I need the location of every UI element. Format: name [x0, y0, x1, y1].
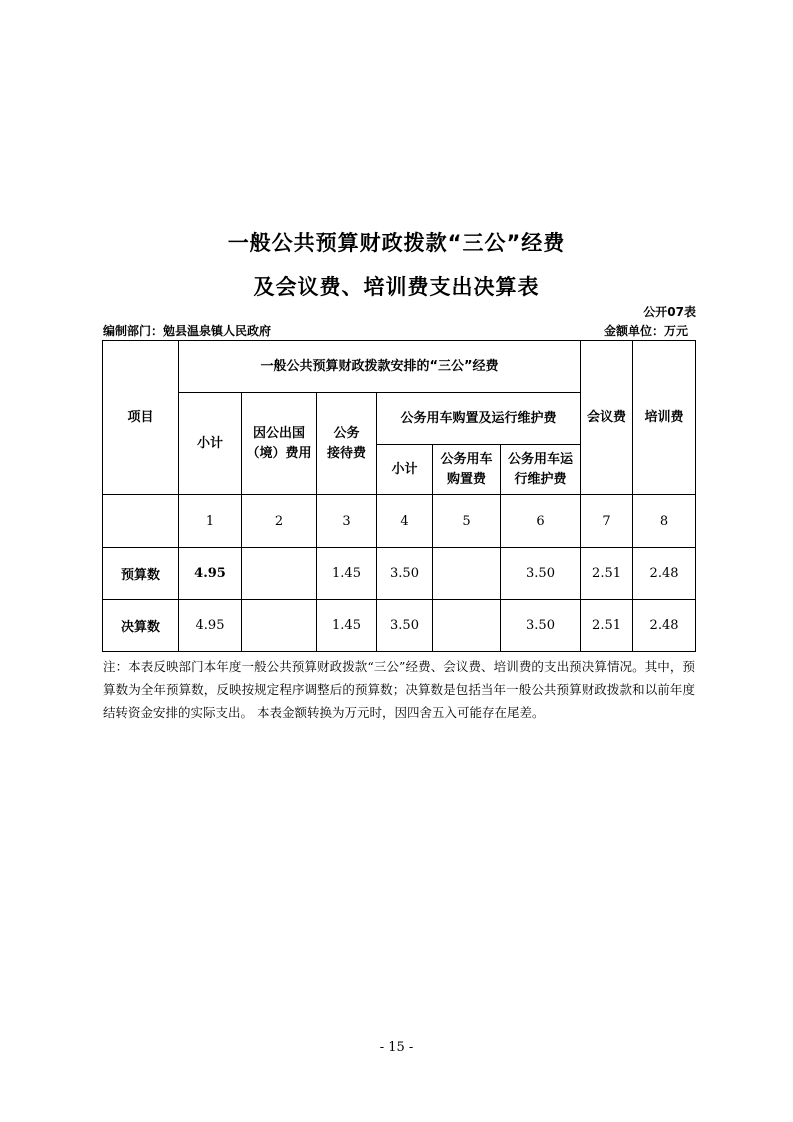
column-number: 1	[179, 495, 242, 548]
page-number: - 15 -	[379, 1040, 414, 1055]
value-cell: 1.45	[317, 548, 377, 600]
value-cell: 4.95	[179, 548, 242, 600]
column-number: 5	[433, 495, 501, 548]
header-vehicle-subtotal: 小计	[377, 445, 433, 495]
table-footnote: 注：本表反映部门本年度一般公共预算财政拨款“三公”经费、会议费、培训费的支出预决算情况。其中，预算数为全年预算数，反映按规定程序调整后的预算数；决算数是包括当年一般公共预算财政拨款和以前年度结转资金安排的实际支出。 本表金额转换为万元时，因四舍五入可能存在尾差。	[103, 659, 695, 720]
header-reception-line2: 接待费	[326, 445, 366, 461]
value-cell: 2.51	[581, 600, 633, 652]
row-label: 预算数	[103, 548, 179, 600]
header-vehicle-purchase-line2: 购置费	[446, 471, 486, 487]
compiling-department: 编制部门：勉县温泉镇人民政府	[103, 324, 272, 338]
column-number: 4	[377, 495, 433, 548]
header-subtotal: 小计	[179, 393, 242, 495]
value-cell: 2.48	[633, 548, 696, 600]
value-cell: 3.50	[501, 548, 581, 600]
header-vehicle-group: 公务用车购置及运行维护费	[377, 393, 581, 445]
value-cell	[242, 600, 317, 652]
value-cell: 2.51	[581, 548, 633, 600]
expenditure-table	[102, 340, 696, 652]
report-title-line2: 及会议费、培训费支出决算表	[253, 275, 540, 299]
value-cell: 1.45	[317, 600, 377, 652]
header-abroad-line2: （境）费用	[246, 445, 312, 461]
header-vehicle-running-line1: 公务用车运	[508, 451, 574, 467]
value-cell: 3.50	[377, 600, 433, 652]
report-title-line1: 一般公共预算财政拨款“三公”经费	[227, 231, 566, 255]
column-number: 3	[317, 495, 377, 548]
value-cell: 4.95	[179, 600, 242, 652]
table-row-budget	[103, 548, 696, 600]
header-vehicle-purchase-line1: 公务用车	[440, 451, 493, 467]
table-number: 公开07表	[643, 305, 696, 319]
value-cell: 3.50	[377, 548, 433, 600]
header-vehicle-running	[501, 445, 581, 495]
value-cell	[242, 548, 317, 600]
header-reception-fee	[317, 393, 377, 495]
header-abroad-line1: 因公出国	[252, 425, 305, 441]
value-cell: 2.48	[633, 600, 696, 652]
value-cell: 3.50	[501, 600, 581, 652]
header-meeting-fee: 会议费	[581, 341, 633, 495]
amount-unit: 金额单位：万元	[603, 324, 688, 338]
header-vehicle-running-line2: 行维护费	[514, 471, 567, 487]
value-cell	[433, 548, 501, 600]
table-row-actual	[103, 600, 696, 652]
header-item: 项目	[103, 341, 179, 495]
column-number: 2	[242, 495, 317, 548]
header-training-fee: 培训费	[633, 341, 696, 495]
column-number-blank	[103, 495, 179, 548]
column-number: 8	[633, 495, 696, 548]
row-label: 决算数	[103, 600, 179, 652]
header-reception-line1: 公务	[333, 425, 360, 441]
value-cell	[433, 600, 501, 652]
header-vehicle-purchase	[433, 445, 501, 495]
column-number: 6	[501, 495, 581, 548]
header-abroad-fee	[242, 393, 317, 495]
header-sangong-group: 一般公共预算财政拨款安排的“三公”经费	[179, 341, 581, 393]
column-number: 7	[581, 495, 633, 548]
